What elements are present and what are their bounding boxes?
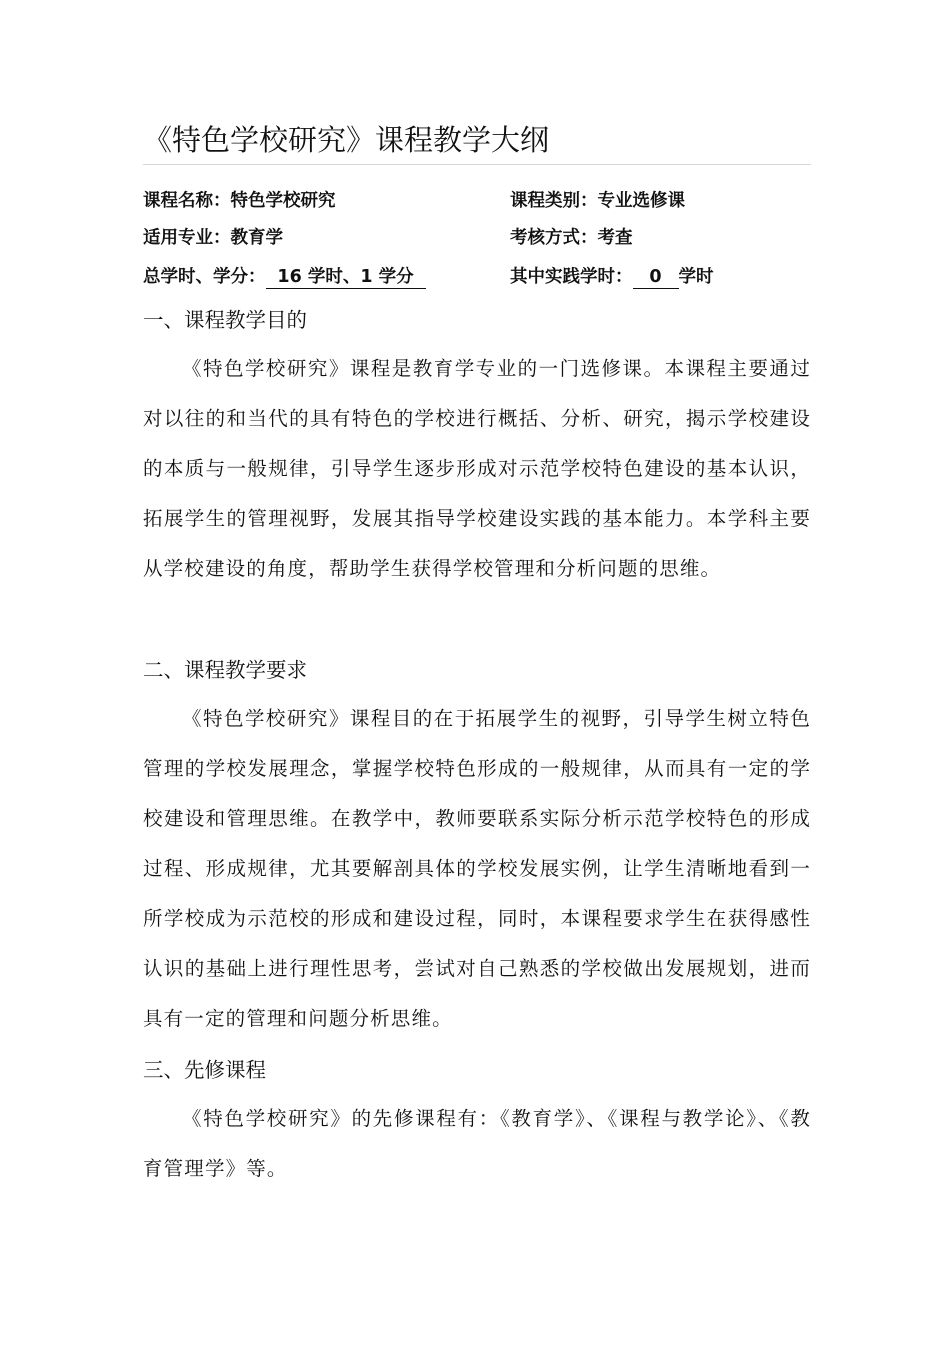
major-field xyxy=(143,223,283,253)
course-name-value: 特色学校研究 xyxy=(230,191,336,211)
course-type-label: 课程类别： xyxy=(510,191,598,211)
major-label: 适用专业： xyxy=(143,228,231,248)
assessment-field xyxy=(510,223,633,253)
assessment-value: 考查 xyxy=(597,228,633,248)
section-3-body: 《特色学校研究》的先修课程有：《教育学》、《课程与教学论》、《教育管理学》等。 xyxy=(143,1107,811,1180)
hours-value: 16 学时、1 学分 xyxy=(266,266,426,289)
major-value: 教育学 xyxy=(230,228,283,248)
course-type-value: 专业选修课 xyxy=(597,191,685,211)
course-name-field xyxy=(143,186,336,216)
assessment-label: 考核方式： xyxy=(510,228,598,248)
course-name-label: 课程名称： xyxy=(143,191,231,211)
section-2-heading: 二、课程教学要求 xyxy=(143,658,307,682)
section-3-heading: 三、先修课程 xyxy=(143,1058,266,1082)
section-1-body: 《特色学校研究》课程是教育学专业的一门选修课。本课程主要通过对以往的和当代的具有特色的学校进行概括、分析、研究，揭示学校建设的本质与一般规律，引导学生逐步形成对示范学校特色建设的基本认识，拓展学生的管理视野，发展其指导学校建设实践的基本能力。本学科主要从学校建设的角度，帮助学生获得学校管理和分析问题的思维。 xyxy=(143,357,811,580)
meta-row-1 xyxy=(143,186,811,216)
section-2-body: 《特色学校研究》课程目的在于拓展学生的视野，引导学生树立特色管理的学校发展理念，掌握学校特色形成的一般规律，从而具有一定的学校建设和管理思维。在教学中，教师要联系实际分析示范学校特色的形成过程、形成规律，尤其要解剖具体的学校发展实例，让学生清晰地看到一所学校成为示范校的形成和建设过程，同时，本课程要求学生在获得感性认识的基础上进行理性思考，尝试对自己熟悉的学校做出发展规划，进而具有一定的管理和问题分析思维。 xyxy=(143,707,811,1030)
meta-row-3 xyxy=(143,262,811,292)
hours-field xyxy=(143,262,426,292)
section-1-heading: 一、课程教学目的 xyxy=(143,308,307,332)
practice-label: 其中实践学时： xyxy=(510,267,633,287)
meta-row-2 xyxy=(143,223,811,253)
hours-label: 总学时、学分： xyxy=(143,267,266,287)
practice-value: 0 xyxy=(633,266,679,289)
course-type-field xyxy=(510,186,685,216)
practice-unit: 学时 xyxy=(678,267,714,287)
practice-field xyxy=(510,262,714,292)
document-title: 《特色学校研究》课程教学大纲 xyxy=(143,118,811,165)
